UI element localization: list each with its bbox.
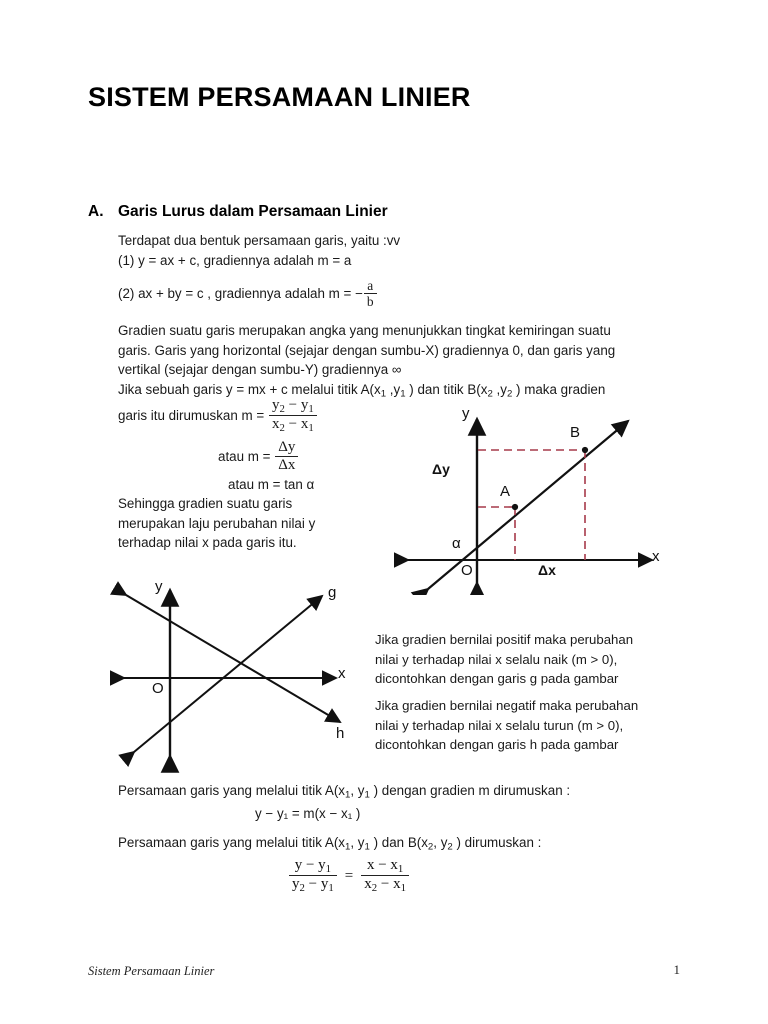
slope-point-a-label: A xyxy=(500,483,511,500)
fraction-denominator: Δx xyxy=(278,456,296,473)
slope-point-b-label: B xyxy=(570,424,581,441)
gh-line-g-label: g xyxy=(328,584,337,601)
section-heading-text: Garis Lurus dalam Persamaan Linier xyxy=(118,203,388,220)
equation-gradient-prefix: garis itu dirumuskan m = xyxy=(118,408,265,424)
explanation-negative-line-3: dicontohkan dengan garis h pada gambar xyxy=(375,737,619,752)
den-x2-sub: 2 xyxy=(279,422,285,435)
fraction-numerator: Δy xyxy=(275,439,298,457)
sehingga-paragraph xyxy=(118,494,368,553)
line-g xyxy=(134,596,322,752)
fraction-numerator xyxy=(269,397,317,416)
gradient-line-3: vertikal (sejajar dengan sumbu-Y) gradiennya ∞ xyxy=(118,362,402,378)
footer-title: Sistem Persamaan Linier xyxy=(88,964,215,978)
g4-e: ) maka gradien xyxy=(512,381,606,397)
sehingga-line-3: terhadap nilai x pada garis itu. xyxy=(118,535,297,551)
fraction-denominator xyxy=(269,416,317,434)
section-letter: A. xyxy=(88,203,104,220)
point-slope-intro xyxy=(118,781,718,805)
intro-form-2 xyxy=(118,279,718,310)
fraction-left xyxy=(289,857,337,894)
tp-sub4: 2 xyxy=(447,841,453,853)
g4-sub2: 1 xyxy=(400,388,406,400)
tp-b: , y xyxy=(350,835,365,850)
tp-c: ) dan B(x xyxy=(369,835,428,850)
equation-gradient-two-point xyxy=(118,398,318,435)
num-y2: y xyxy=(271,397,280,413)
ps-a: Persamaan garis yang melalui titik A(x xyxy=(118,783,345,798)
fraction-a-over-b xyxy=(364,278,377,309)
fraction-numerator xyxy=(289,857,337,876)
tp-a: Persamaan garis yang melalui titik A(x xyxy=(118,835,345,850)
point-b-marker xyxy=(582,447,588,453)
fraction-denominator xyxy=(361,876,409,894)
g4-sub1: 1 xyxy=(380,388,387,400)
ps-c: ) dengan gradien m dirumuskan : xyxy=(369,783,571,798)
explanation-negative-gradient xyxy=(375,696,695,755)
intro-block xyxy=(118,231,718,310)
den-x2: x xyxy=(271,416,280,433)
l-den-rest: − y xyxy=(304,876,329,893)
ps-b: , y xyxy=(350,783,365,798)
l-den-sub1: 1 xyxy=(328,882,334,895)
equation-two-point-form xyxy=(288,858,410,895)
slope-line xyxy=(428,421,628,589)
gh-axis-y-label: y xyxy=(155,578,163,595)
tp-e: ) dirumuskan : xyxy=(452,835,542,850)
slope-delta-y-label: Δy xyxy=(432,461,450,477)
intro-form-1: (1) y = ax + c, gradiennya adalah m = a xyxy=(118,252,352,268)
section-heading xyxy=(88,203,388,221)
g4-d: ,y xyxy=(492,381,507,397)
two-point-intro xyxy=(118,833,718,857)
l-num: y − y xyxy=(294,857,326,873)
figure-slope-diagram xyxy=(390,405,680,595)
ps-sub1: 1 xyxy=(345,789,351,801)
slope-axis-y-label: y xyxy=(462,405,470,422)
gh-origin-label: O xyxy=(152,680,164,697)
tp-sub2: 1 xyxy=(364,841,370,853)
g4-b: ,y xyxy=(386,381,401,397)
explanation-positive-line-1: Jika gradien bernilai positif maka perubahan xyxy=(375,632,634,647)
g4-sub3: 2 xyxy=(487,388,493,400)
slope-diagram-svg xyxy=(390,405,680,595)
tp-d: , y xyxy=(433,835,448,850)
l-num-sub: 1 xyxy=(325,863,332,876)
r-num: x − x xyxy=(366,857,398,873)
explanation-positive-line-2: nilai y terhadap nilai x selalu naik (m > 0), xyxy=(375,651,618,667)
num-y1-sub: 1 xyxy=(308,403,314,416)
gh-line-h-label: h xyxy=(336,725,345,742)
fraction-numerator xyxy=(361,857,409,876)
r-num-sub: 1 xyxy=(397,863,404,876)
den-minus: − x xyxy=(284,416,309,433)
footer-page-number: 1 xyxy=(673,962,680,977)
g4-c: ) dan titik B(x xyxy=(405,381,488,397)
slope-delta-x-label: Δx xyxy=(538,562,556,578)
sehingga-line-2: merupakan laju perubahan nilai y xyxy=(118,515,316,531)
sehingga-line-1: Sehingga gradien suatu garis xyxy=(118,496,293,511)
line-h xyxy=(126,595,340,722)
r-den-sub2: 2 xyxy=(371,882,378,895)
equation-atau-prefix: atau m = xyxy=(218,448,271,464)
explanation-negative-line-1: Jika gradien bernilai negatif maka perubahan xyxy=(375,698,639,713)
gradient-line-2: garis. Garis yang horizontal (sejajar dengan sumbu-X) gradiennya 0, dan garis yang xyxy=(118,342,616,358)
slope-alpha-label: α xyxy=(452,535,461,552)
fraction-delta-ratio xyxy=(269,397,317,434)
explanation-negative-line-2: nilai y terhadap nilai x selalu turun (m > 0), xyxy=(375,717,624,733)
page-title: SISTEM PERSAMAAN LINIER xyxy=(88,82,471,112)
equation-point-slope: y − y₁ = m(x − x₁ ) xyxy=(255,806,361,821)
gh-axis-x-label: x xyxy=(338,665,346,682)
l-den: y xyxy=(292,876,300,893)
tp-sub3: 2 xyxy=(427,841,434,853)
fraction-right xyxy=(361,857,409,894)
point-a-marker xyxy=(512,504,518,510)
ps-sub2: 1 xyxy=(364,789,370,801)
num-y2-sub: 2 xyxy=(279,403,285,416)
gradient-paragraph xyxy=(118,321,718,404)
slope-origin-label: O xyxy=(461,562,473,579)
fraction-dy-dx xyxy=(275,439,298,474)
equation-gradient-delta xyxy=(218,440,299,475)
l-den-sub2: 2 xyxy=(299,882,305,895)
intro-form-2-prefix: (2) ax + by = c , gradiennya adalah m = − xyxy=(118,286,363,302)
intro-line: Terdapat dua bentuk persamaan garis, yaitu :vv xyxy=(118,233,401,248)
g4-sub4: 2 xyxy=(506,388,513,400)
r-den-sub1: 1 xyxy=(400,882,407,895)
den-x1-sub: 1 xyxy=(308,422,314,435)
fraction-denominator: b xyxy=(366,294,374,310)
r-den: x xyxy=(364,876,372,893)
explanation-positive-line-3: dicontohkan dengan garis g pada gambar xyxy=(375,671,619,686)
fraction-numerator: a xyxy=(364,278,377,294)
equation-gradient-tan: atau m = tan α xyxy=(228,477,315,492)
gradient-line-1: Gradien suatu garis merupakan angka yang menunjukkan tingkat kemiringan suatu xyxy=(118,323,611,338)
num-minus: − y xyxy=(284,397,309,413)
explanation-positive-gradient xyxy=(375,630,695,689)
r-den-rest: − x xyxy=(377,876,401,893)
equals-sign: = xyxy=(344,868,354,885)
fraction-denominator xyxy=(289,876,337,894)
tp-sub1: 1 xyxy=(345,841,351,853)
figure-gh-diagram xyxy=(110,570,380,780)
g4-a: Jika sebuah garis y = mx + c melalui titik A(x xyxy=(118,381,381,397)
slope-axis-x-label: x xyxy=(652,548,660,565)
